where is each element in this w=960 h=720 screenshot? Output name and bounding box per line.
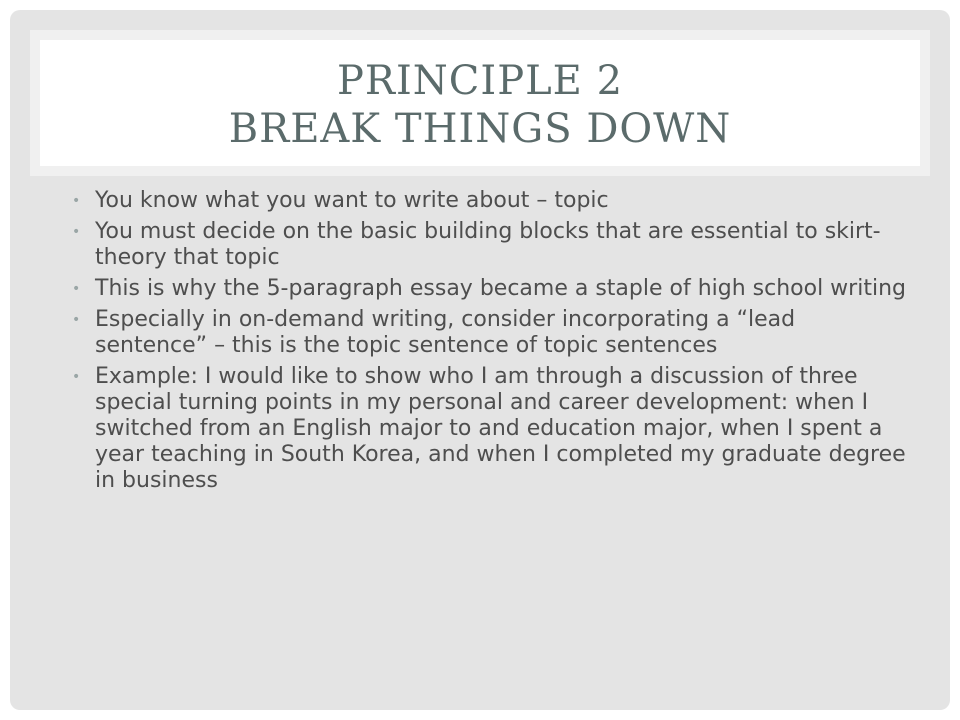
bullet-item: [72, 364, 912, 494]
bullet-item: [72, 188, 912, 214]
bullet-marker-icon: •: [72, 224, 81, 240]
bullet-text: You must decide on the basic building blocks that are essential to skirt-theory that topic: [95, 219, 881, 270]
bullet-list: [72, 188, 912, 499]
bullet-marker-icon: •: [72, 312, 81, 328]
title-box: [30, 30, 930, 176]
bullet-text: This is why the 5-paragraph essay became a staple of high school writing: [95, 276, 906, 301]
bullet-text: Especially in on-demand writing, consider incorporating a “lead sentence” – this is the topic sentence of topic sentences: [95, 307, 796, 358]
slide-title-line-2: BREAK THINGS DOWN: [228, 106, 732, 152]
bullet-item: [72, 276, 912, 302]
bullet-marker-icon: •: [72, 193, 81, 209]
bullet-item: [72, 219, 912, 271]
bullet-item: [72, 307, 912, 359]
bullet-marker-icon: •: [72, 281, 81, 297]
slide-title-line-1: PRINCIPLE 2: [336, 58, 624, 104]
title-area: [40, 40, 920, 166]
bullet-text: You know what you want to write about – topic: [95, 188, 609, 213]
bullet-marker-icon: •: [72, 369, 81, 385]
bullet-text: Example: I would like to show who I am through a discussion of three special turning points in my personal and career development: when I switched from an English major to and education major, when I spent a year teaching in South Korea, and when I completed my graduate degree in business: [95, 364, 906, 493]
slide: [10, 10, 950, 710]
